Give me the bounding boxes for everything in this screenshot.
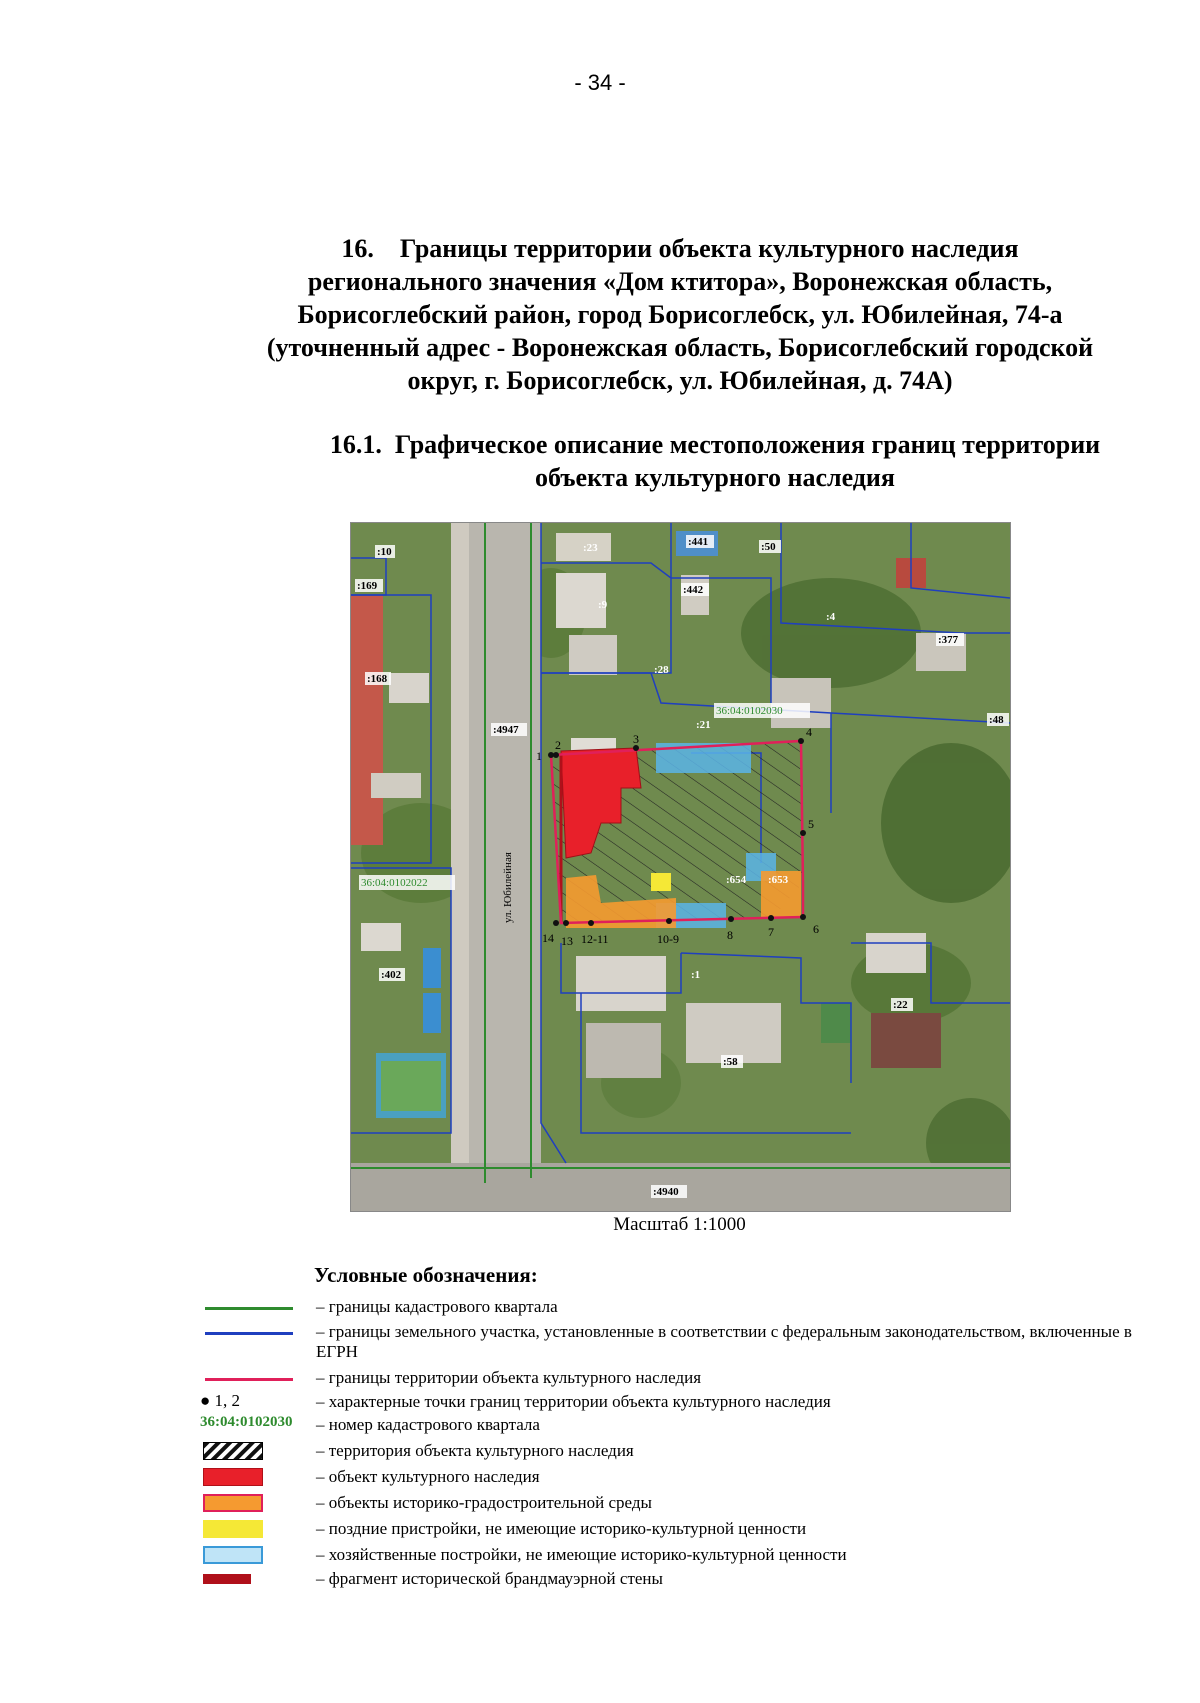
legend-item-points [200,1391,1160,1415]
legend-text: – номер кадастрового квартала [316,1415,540,1434]
point-label-12-11: 12-11 [581,932,609,946]
parcel-label: :377 [938,634,959,646]
parcel-label: :4940 [653,1186,679,1198]
legend-text: – поздние пристройки, не имеющие историко-культурной ценности [316,1519,807,1538]
subheading-line: 16.1. Графическое описание местоположения границ территории [329,430,1101,459]
legend-text: – границы территории объекта культурного наследия [316,1368,702,1387]
section-heading [215,232,1145,397]
parcel-label: :22 [893,999,908,1011]
legend-title: Условные обозначения: [314,1263,538,1287]
point-label-3: 3 [633,732,639,746]
sidewalk-strip [451,523,469,1173]
point-label-6: 6 [813,922,819,936]
map-scale: Масштаб 1:1000 [613,1214,746,1235]
parcel-label: :9 [598,599,608,611]
dark-red-bar-symbol [200,1568,300,1592]
heading-line: 16. Границы территории объекта культурного наследия [341,234,1019,263]
point-label-10-9: 10-9 [657,932,679,946]
parcel-label: :4 [826,611,836,623]
subsection-heading [280,428,1150,494]
legend-item-firewall [200,1568,1160,1592]
heading-line: округ, г. Борисоглебск, ул. Юбилейная, д. 74А) [407,366,953,395]
legend-text: – территория объекта культурного наследия [316,1441,634,1460]
point-label-14: 14 [542,931,554,945]
quarter-number-symbol: 36:04:0102030 [200,1414,293,1430]
yellow-box-symbol [200,1518,300,1542]
point-label-1: 1 [536,749,542,763]
quarter-label: 36:04:0102030 [716,705,783,717]
point-label-2: 2 [555,738,561,752]
parcel-label: :23 [583,542,598,554]
parcel-label: :21 [696,719,711,731]
parcel-label: :1 [691,969,701,981]
legend-text: – объекты историко-градостроительной среды [316,1493,652,1512]
legend-text: – объект культурного наследия [316,1467,540,1486]
parcel-label: :441 [688,536,709,548]
legend-item-heritage-boundary [200,1367,1160,1391]
red-box-symbol [200,1466,300,1490]
parcel-label: :653 [768,874,789,886]
green-line-symbol [200,1296,300,1320]
legend-item-parcel-boundary [200,1321,1160,1361]
parcel-label: :4947 [493,724,519,736]
parcel-label: :28 [654,664,669,676]
page-number: - 34 - [574,70,626,95]
heading-line: (уточненный адрес - Воронежская область, Борисоглебский городской [266,333,1094,362]
parcel-label: :50 [761,541,776,553]
legend-text: – хозяйственные постройки, не имеющие историко-культурной ценности [316,1545,847,1564]
heading-line: Борисоглебский район, город Борисоглебск, ул. Юбилейная, 74-а [297,300,1063,329]
point-label-7: 7 [768,925,774,939]
parcel-label: :169 [357,580,378,592]
point-dot-symbol: ● 1, 2 [200,1391,241,1410]
legend-item-quarter-boundary [200,1296,1160,1320]
legend-text: – фрагмент исторической брандмауэрной стены [316,1569,663,1588]
point-label-4: 4 [806,725,812,739]
parcel-label: :442 [683,584,704,596]
parcel-label: :48 [989,714,1004,726]
legend-text: – границы кадастрового квартала [316,1297,558,1316]
point-label-5: 5 [808,817,814,831]
quarter-label: 36:04:0102022 [361,877,428,889]
legend-item-outbuildings [200,1544,1160,1568]
legend-item-heritage-territory [200,1440,1160,1464]
blue-line-symbol [200,1321,300,1345]
point-label-8: 8 [727,928,733,942]
parcel-label: :654 [726,874,747,886]
late-addition [651,873,671,891]
pink-line-symbol [200,1367,300,1391]
legend-item-late-additions [200,1518,1160,1542]
heading-line: регионального значения «Дом ктитора», Воронежская область, [307,267,1053,296]
parcel-label: :168 [367,673,388,685]
legend-item-historic-environment [200,1492,1160,1516]
legend-text: – границы земельного участка, установленные в соответствии с федеральным законодательством, включенные в ЕГРН [316,1322,1132,1361]
legend-item-heritage-object [200,1466,1160,1490]
street-label: ул. Юбилейная [502,852,514,923]
orange-box-symbol [200,1492,300,1516]
subheading-line: объекта культурного наследия [535,463,895,492]
legend-text: – характерные точки границ территории объекта культурного наследия [316,1392,831,1411]
cadastral-map [350,522,1011,1212]
hatched-box-symbol [200,1440,300,1464]
parcel-label: :10 [377,546,392,558]
heritage-territory [551,741,803,928]
parcel-label: :58 [723,1056,738,1068]
parcel-label: :402 [381,969,402,981]
blue-box-symbol [200,1544,300,1568]
legend-item-quarter-number [200,1414,1160,1438]
point-label-13: 13 [561,934,573,948]
